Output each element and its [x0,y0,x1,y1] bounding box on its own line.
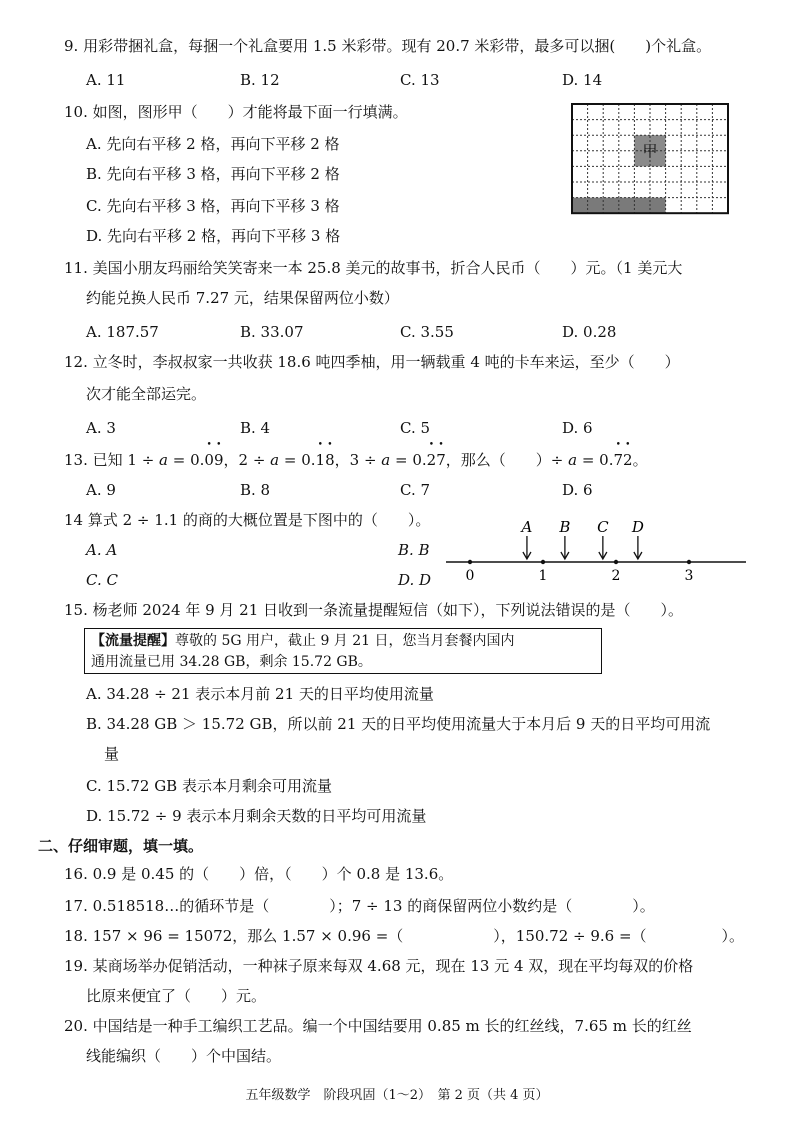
traffic-reminder-box [84,628,602,674]
q15-option-a: A. 34.28 ÷ 21 表示本月前 21 天的日平均使用流量 [86,685,434,703]
tick-mark [687,560,691,564]
question-16-text: 16. 0.9 是 0.45 的（ ）倍，（ ）个 0.8 是 13.6。 [64,865,454,883]
q14-option-a: A. A [86,541,118,559]
tick-label: 0 [465,568,475,584]
q11-option-b: B. 33.07 [240,323,304,341]
q11-option-a: A. 187.57 [86,323,159,341]
page-footer: 五年级数学 阶段巩固（1～2） 第 2 页（共 4 页） [245,1088,549,1103]
q15-option-c: C. 15.72 GB 表示本月剩余可用流量 [86,777,332,795]
q13-option-c: C. 7 [400,481,431,499]
question-13-text: 13. 已知 1 ÷ a = 0.• 0• 9，2 ÷ a = 0.• 1• 8，3 ÷ a = 0.• 2• 7，那么（ ）÷ a = 0.• 7• 2。 [64,450,648,470]
q9-option-d: D. 14 [562,71,603,89]
question-19-line-2: 比原来便宜了（ ）元。 [86,987,267,1005]
q9-option-b: B. 12 [240,71,280,89]
q10-option-c: C. 先向右平移 3 格，再向下平移 3 格 [86,197,340,215]
question-18-text: 18. 157 × 96 = 15072，那么 1.57 × 0.96 =（ ），150.72 ÷ 9.6 =（ ）。 [64,927,745,945]
question-12-line-2: 次才能全部运完。 [86,385,207,403]
q15-option-d: D. 15.72 ÷ 9 表示本月剩余天数的日平均可用流量 [86,807,427,825]
q10-grid-figure [568,100,732,248]
question-14-text: 14 算式 2 ÷ 1.1 的商的大概位置是下图中的（ ）。 [64,511,431,529]
question-20-line-1: 20. 中国结是一种手工编织工艺品。编一个中国结要用 0.85 m 长的红丝线，7.65 m 长的红丝 [64,1017,692,1035]
tick-mark [541,560,545,564]
q9-option-c: C. 13 [400,71,440,89]
q10-option-b: B. 先向右平移 3 格，再向下平移 2 格 [86,165,340,183]
question-20-line-2: 线能编织（ ）个中国结。 [86,1047,282,1065]
q12-option-d: D. 6 [562,419,593,437]
tick-label: 3 [684,568,694,584]
q12-option-a: A. 3 [86,419,116,437]
shape-jia-label: 甲 [642,141,658,160]
q15-option-b-line-1: B. 34.28 GB ＞ 15.72 GB，所以前 21 天的日平均使用流量大于本月后 9 天的日平均可用流 [86,715,711,733]
q13-option-b: B. 8 [240,481,271,499]
q12-option-c: C. 5 [400,419,431,437]
q12-option-b: B. 4 [240,419,271,437]
arrow-label: D [631,518,644,536]
arrow-label: C [597,518,609,536]
q11-option-c: C. 3.55 [400,323,454,341]
question-9-text: 9. 用彩带捆礼盒，每捆一个礼盒要用 1.5 米彩带。现有 20.7 米彩带，最多可以捆( )个礼盒。 [64,37,712,55]
q13-option-d: D. 6 [562,481,593,499]
section-2-title: 二、仔细审题，填一填。 [38,837,204,855]
arrow-label: A [521,518,533,536]
q10-option-a: A. 先向右平移 2 格，再向下平移 2 格 [86,135,340,153]
tick-mark [468,560,472,564]
notice-line-2: 通用流量已用 34.28 GB，剩余 15.72 GB。 [91,654,372,670]
q13-option-a: A. 9 [86,481,116,499]
q14-option-d: D. D [398,571,432,589]
question-17-text: 17. 0.518518…的循环节是（ ）；7 ÷ 13 的商保留两位小数约是（ ）。 [64,897,655,915]
q15-option-b-line-2: 量 [104,745,120,763]
arrow-label: B [559,518,571,536]
q11-option-d: D. 0.28 [562,323,617,341]
q14-option-b: B. B [398,541,430,559]
question-12-line-1: 12. 立冬时，李叔叔家一共收获 18.6 吨四季柚，用一辆载重 4 吨的卡车来运，至少（ ） [64,353,680,371]
question-19-line-1: 19. 某商场举办促销活动，一种袜子原来每双 4.68 元，现在 13 元 4 双，现在平均每双的价格 [64,957,694,975]
q14-option-c: C. C [86,571,118,589]
q9-option-a: A. 11 [86,71,126,89]
q10-option-d: D. 先向右平移 2 格，再向下平移 3 格 [86,227,341,245]
tick-label: 1 [538,568,548,584]
question-15-text: 15. 杨老师 2024 年 9 月 21 日收到一条流量提醒短信（如下），下列说法错误的是（ ）。 [64,601,684,619]
question-11-line-1: 11. 美国小朋友玛丽给笑笑寄来一本 25.8 美元的故事书，折合人民币（ ）元。（1 美元大 [64,259,683,277]
notice-tag: 【流量提醒】 [91,633,175,649]
question-10-text: 10. 如图，图形甲（ ）才能将最下面一行填满。 [64,103,408,121]
question-11-line-2: 约能兑换人民币 7.27 元，结果保留两位小数） [86,289,399,307]
notice-line-1: 【流量提醒】尊敬的 5G 用户，截止 9 月 21 日，您当月套餐内国内 [91,633,515,649]
tick-mark [614,560,618,564]
tick-label: 2 [611,568,621,584]
q14-number-line [444,516,750,588]
